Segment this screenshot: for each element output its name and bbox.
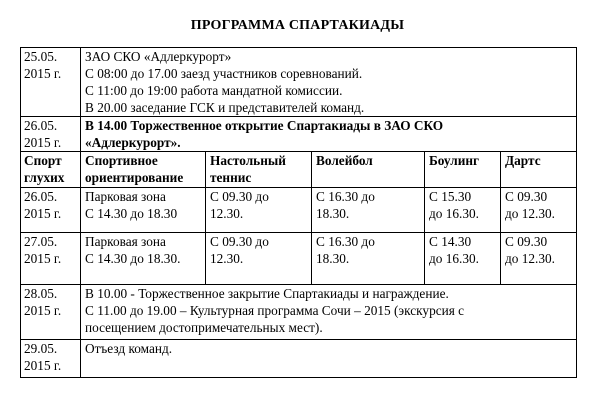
event-line: С 11.00 до 19.00 – Культурная программа Сочи – 2015 (экскурсия с [85, 303, 465, 318]
schedule-text: 18.30. [316, 251, 350, 266]
header-text: Спорт [24, 153, 62, 168]
schedule-text: 12.30. [210, 251, 244, 266]
event-line: В 10.00 - Торжественное закрытие Спартакиады и награждение. [85, 286, 449, 301]
schedule-text: Парковая зона [85, 234, 166, 249]
date-cell [21, 117, 81, 152]
event-cell [81, 117, 577, 152]
schedule-text: до 12.30. [505, 251, 555, 266]
schedule-cell [501, 188, 577, 233]
program-table [20, 47, 577, 378]
date-day: 26.05. [24, 118, 58, 133]
sports-header-row [21, 152, 577, 188]
date-year: 2015 г. [24, 135, 62, 150]
event-cell [81, 340, 577, 378]
table-row [21, 233, 577, 285]
schedule-cell [425, 233, 501, 285]
schedule-cell [501, 233, 577, 285]
schedule-text: С 16.30 до [316, 234, 375, 249]
event-line: ЗАО СКО «Адлеркурорт» [85, 49, 232, 64]
date-cell [21, 340, 81, 378]
schedule-cell [206, 188, 312, 233]
event-line: С 11:00 до 19:00 работа мандатной комиссии. [85, 83, 343, 98]
header-text: ориентирование [85, 170, 184, 185]
event-line: В 20.00 заседание ГСК и представителей команд. [85, 100, 365, 115]
header-text: Настольный [210, 153, 286, 168]
schedule-text: С 09.30 [505, 189, 548, 204]
schedule-cell [312, 233, 425, 285]
schedule-text: до 16.30. [429, 251, 479, 266]
date-year: 2015 г. [24, 303, 62, 318]
schedule-text: до 16.30. [429, 206, 479, 221]
date-day: 28.05. [24, 286, 58, 301]
date-day: 29.05. [24, 341, 58, 356]
schedule-text: С 09.30 до [210, 189, 269, 204]
table-row [21, 285, 577, 340]
header-text: Спортивное [85, 153, 158, 168]
header-text: теннис [210, 170, 252, 185]
schedule-text: С 16.30 до [316, 189, 375, 204]
schedule-text: С 09.30 [505, 234, 548, 249]
event-line: посещением достопримечательных мест). [85, 320, 323, 335]
date-year: 2015 г. [24, 66, 62, 81]
schedule-text: С 14.30 до 18.30. [85, 251, 181, 266]
event-line: «Адлеркурорт». [85, 135, 181, 150]
event-line: В 14.00 Торжественное открытие Спартакиады в ЗАО СКО [85, 118, 444, 133]
event-line: Отъезд команд. [85, 341, 173, 356]
header-cell-darts [501, 152, 577, 188]
event-line: С 08:00 до 17.00 заезд участников соревнований. [85, 66, 363, 81]
schedule-text: 12.30. [210, 206, 244, 221]
table-row [21, 117, 577, 152]
header-cell-table-tennis [206, 152, 312, 188]
header-cell-sport [21, 152, 81, 188]
date-cell [21, 48, 81, 117]
table-row [21, 48, 577, 117]
date-year: 2015 г. [24, 251, 62, 266]
header-cell-orienteering [81, 152, 206, 188]
header-text: Дартс [505, 153, 541, 168]
schedule-cell [81, 188, 206, 233]
schedule-cell [206, 233, 312, 285]
date-day: 25.05. [24, 49, 58, 64]
date-year: 2015 г. [24, 206, 62, 221]
date-cell [21, 285, 81, 340]
table-row [21, 188, 577, 233]
event-cell [81, 48, 577, 117]
header-cell-bowling [425, 152, 501, 188]
schedule-text: С 14.30 до 18.30 [85, 206, 178, 221]
date-cell [21, 188, 81, 233]
schedule-text: С 09.30 до [210, 234, 269, 249]
schedule-text: 18.30. [316, 206, 350, 221]
event-cell [81, 285, 577, 340]
header-text: Боулинг [429, 153, 480, 168]
date-day: 26.05. [24, 189, 58, 204]
header-cell-volleyball [312, 152, 425, 188]
schedule-cell [312, 188, 425, 233]
schedule-cell [425, 188, 501, 233]
table-row [21, 340, 577, 378]
schedule-text: до 12.30. [505, 206, 555, 221]
date-year: 2015 г. [24, 358, 62, 373]
date-cell [21, 233, 81, 285]
header-text: глухих [24, 170, 65, 185]
schedule-text: Парковая зона [85, 189, 166, 204]
schedule-cell [81, 233, 206, 285]
schedule-text: С 14.30 [429, 234, 472, 249]
schedule-text: С 15.30 [429, 189, 472, 204]
document-title: ПРОГРАММА СПАРТАКИАДЫ [190, 18, 405, 33]
header-text: Волейбол [316, 153, 373, 168]
date-day: 27.05. [24, 234, 58, 249]
